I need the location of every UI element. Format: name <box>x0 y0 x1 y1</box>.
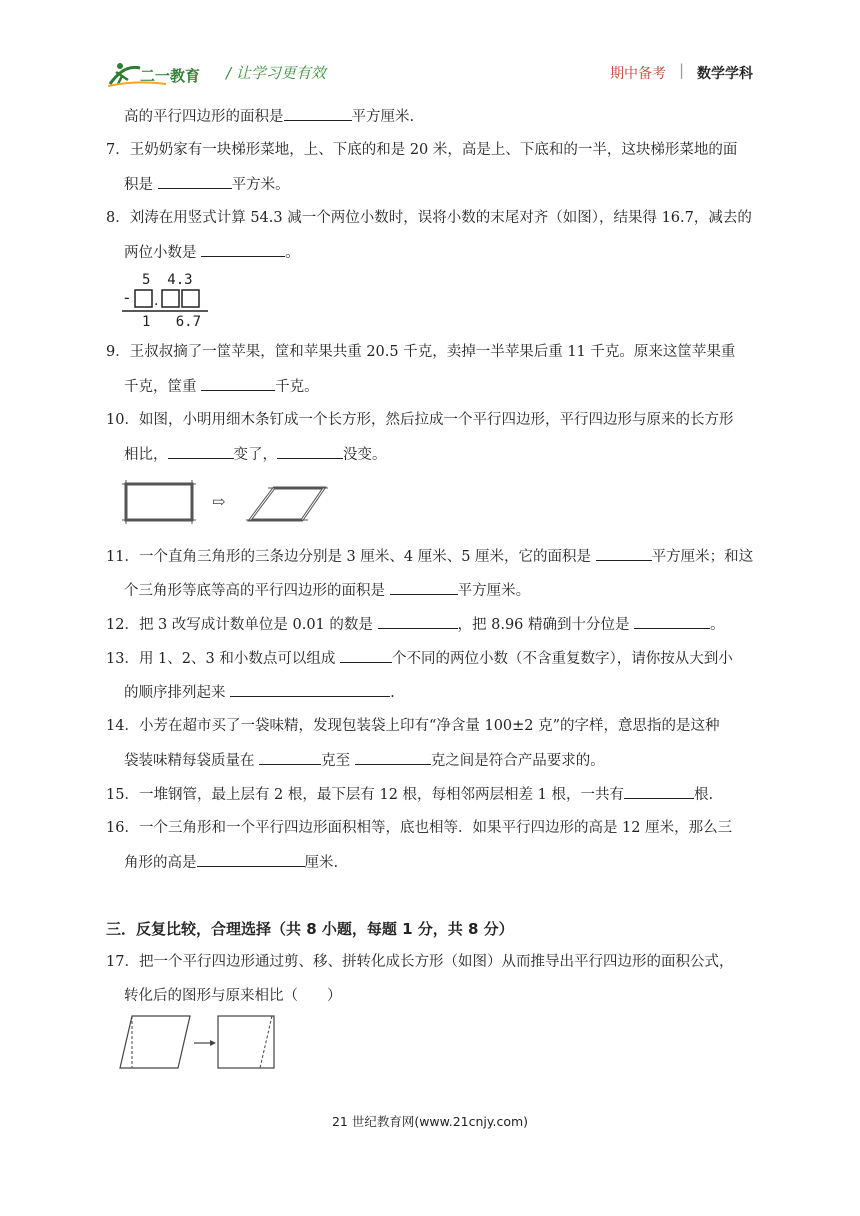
q9-line2: 千克，筐重 千克。 <box>124 376 319 397</box>
answer-blank[interactable] <box>596 546 652 561</box>
rectangle-to-parallelogram-figure <box>118 476 328 528</box>
slogan: / 让学习更有效 <box>226 64 326 82</box>
q10-line1: 10．如图，小明用细木条钉成一个长方形，然后拉成一个平行四边形，平行四边形与原来的长方形 <box>106 412 734 428</box>
q7-line2: 积是 平方米。 <box>124 174 290 195</box>
q14-line1: 14．小芳在超市买了一袋味精，发现包装袋上印有“净含量 100±2 克”的字样，意思指的是这种 <box>106 718 720 734</box>
answer-blank[interactable] <box>259 750 321 765</box>
q17-line1: 17．把一个平行四边形通过剪、移、拼转化成长方形（如图）从而推导出平行四边形的面积公式， <box>106 954 734 970</box>
answer-blank[interactable] <box>355 750 431 765</box>
q11-line1: 11．一个直角三角形的三条边分别是 3 厘米、4 厘米、5 厘米，它的面积是 平方厘米；和这 <box>106 546 753 567</box>
subtraction-figure <box>118 270 218 332</box>
q17-line2: 转化后的图形与原来相比（ ） <box>124 988 342 1004</box>
parallelogram-to-rectangle-figure <box>118 1012 278 1074</box>
answer-blank[interactable] <box>277 444 343 459</box>
arrow-right-icon <box>210 1040 216 1046</box>
answer-blank[interactable] <box>197 852 305 867</box>
q16-line2: 角形的高是 厘米. <box>124 852 338 873</box>
answer-blank[interactable] <box>378 614 458 629</box>
q16-line1: 16．一个三角形和一个平行四边形面积相等，底也相等．如果平行四边形的高是 12 厘米，那么三 <box>106 820 733 836</box>
page-footer: 21 世纪教育网(www.21cnjy.com) <box>331 1114 529 1129</box>
svg-text:5 4.3: 5 4.3 <box>142 272 193 288</box>
q14-line2: 袋装味精每袋质量在 克至 克之间是符合产品要求的。 <box>124 750 605 771</box>
svg-text:.: . <box>154 293 159 309</box>
q15-line: 15．一堆钢管，最上层有 2 根，最下层有 12 根，每相邻两层相差 1 根，一共有 根. <box>106 784 713 805</box>
answer-blank[interactable] <box>634 614 710 629</box>
q6-line: 高的平行四边形的面积是 平方厘米. <box>124 106 414 127</box>
arrow-right-icon: ⇨ <box>212 492 226 511</box>
tag-separator: | <box>679 61 685 79</box>
q8-line2: 两位小数是 。 <box>124 242 300 263</box>
answer-blank[interactable] <box>158 174 232 189</box>
answer-blank[interactable] <box>284 106 352 121</box>
answer-blank[interactable] <box>390 580 458 595</box>
q12-line: 12．把 3 改写成计数单位是 0.01 的数是 ，把 8.96 精确到十分位是 。 <box>106 614 725 635</box>
section-heading: 三．反复比较，合理选择（共 8 小题，每题 1 分，共 8 分） <box>106 920 514 938</box>
answer-blank[interactable] <box>168 444 234 459</box>
logo-icon <box>106 58 216 90</box>
exam-tag: 期中备考 <box>610 66 666 82</box>
q9-line1: 9．王叔叔摘了一筐苹果，筐和苹果共重 20.5 千克，卖掉一半苹果后重 11 千克。原来这筐苹果重 <box>106 344 736 360</box>
answer-blank[interactable] <box>201 242 285 257</box>
svg-text:-: - <box>122 288 132 307</box>
answer-blank[interactable] <box>340 648 392 663</box>
q7-line1: 7．王奶奶家有一块梯形菜地，上、下底的和是 20 米，高是上、下底和的一半，这块梯形菜地的面 <box>106 142 738 158</box>
q10-line2: 相比， 变了， 没变。 <box>124 444 387 465</box>
q8-line1: 8．刘涛在用竖式计算 54.3 减一个两位小数时，误将小数的末尾对齐（如图），结果得 16.7，减去的 <box>106 210 752 226</box>
answer-blank[interactable] <box>230 682 390 697</box>
q13-line2: 的顺序排列起来 . <box>124 682 395 703</box>
svg-text:1 6.7: 1 6.7 <box>142 314 202 330</box>
q13-line1: 13．用 1、2、3 和小数点可以组成 个不同的两位小数（不含重复数字），请你按从大到小 <box>106 648 733 669</box>
answer-blank[interactable] <box>201 376 275 391</box>
q11-line2: 个三角形等底等高的平行四边形的面积是 平方厘米。 <box>124 580 530 601</box>
answer-blank[interactable] <box>624 784 694 799</box>
svg-text:二一教育: 二一教育 <box>140 67 201 85</box>
subject-tag: 数学学科 <box>697 66 753 82</box>
page-header <box>0 0 860 100</box>
